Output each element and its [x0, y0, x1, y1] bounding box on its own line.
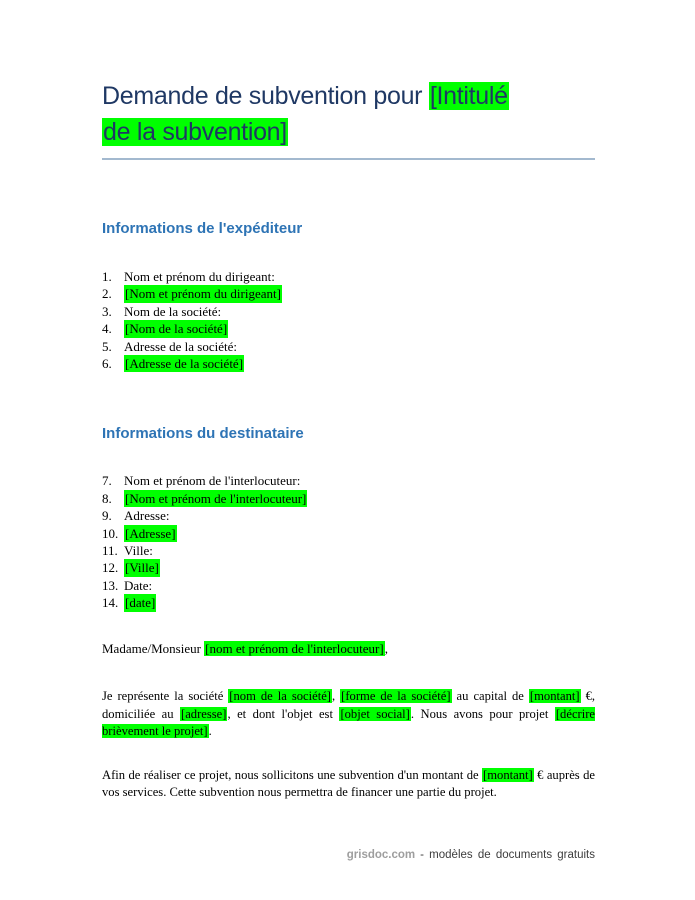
list-number: 5.	[102, 338, 112, 354]
title-placeholder-highlight: de la subvention]	[103, 118, 287, 146]
placeholder-address: [adresse]	[181, 706, 227, 721]
list-item	[102, 577, 595, 594]
placeholder-project-description: [décrire brièvement le projet]	[102, 706, 596, 739]
placeholder-subsidy-amount: [montant]	[483, 767, 533, 782]
list-number: 6.	[102, 356, 112, 372]
list-number: 11.	[102, 543, 118, 559]
footer	[102, 848, 595, 862]
paragraph-text: , et dont l'objet est	[227, 706, 340, 721]
list-item	[102, 594, 595, 611]
list-item	[102, 472, 595, 489]
list-item	[102, 285, 595, 302]
recipient-info-list	[102, 472, 595, 611]
list-text: Adresse:	[124, 508, 170, 524]
paragraph-text: € auprès de vos services. Cette subvention nous permettra de financer une partie du projet.	[102, 767, 595, 800]
placeholder-capital-amount: [montant]	[529, 689, 580, 704]
salutation-placeholder: [nom et prénom de l'interlocuteur]	[205, 640, 384, 656]
list-number: 1.	[102, 269, 112, 284]
placeholder-company-purpose: [objet social]	[340, 706, 410, 721]
list-text: Adresse de la société:	[124, 338, 237, 354]
list-text: Ville:	[124, 543, 153, 559]
footer-tagline: - modèles de documents gratuits	[420, 848, 595, 861]
list-number: 13.	[102, 577, 119, 593]
title-placeholder-highlight: [Intitulé	[429, 82, 508, 110]
salutation-text: Madame/Monsieur	[102, 640, 205, 656]
section-heading-sender: Informations de l'expéditeur	[102, 220, 303, 237]
document-title	[102, 78, 595, 160]
salutation-paragraph	[102, 640, 595, 658]
list-text-placeholder: [Nom et prénom de l'interlocuteur]	[125, 490, 307, 506]
list-text-placeholder: [Adresse de la société]	[125, 356, 244, 372]
paragraph-text: ,	[332, 689, 341, 704]
list-item	[102, 490, 595, 507]
footer-site-link[interactable]: grisdoc.com	[346, 848, 416, 861]
list-item	[102, 559, 595, 576]
list-text-placeholder: [Ville]	[125, 560, 159, 576]
list-text-placeholder: [Nom de la société]	[125, 321, 228, 337]
list-text: Nom et prénom de l'interlocuteur:	[124, 473, 301, 489]
list-item	[102, 303, 595, 320]
list-text-placeholder: [date]	[125, 595, 156, 611]
placeholder-company-form: [forme de la société]	[341, 689, 451, 704]
list-number: 12.	[102, 560, 119, 576]
paragraph-text: .	[208, 724, 212, 739]
list-number: 8.	[102, 490, 112, 506]
list-item	[102, 355, 595, 372]
list-item	[102, 268, 595, 285]
list-item	[102, 320, 595, 337]
paragraph-text: au capital de	[451, 689, 529, 704]
paragraph-text: €, domiciliée au	[102, 689, 596, 721]
sender-info-list	[102, 268, 595, 372]
list-number: 10.	[102, 525, 119, 541]
paragraph-text: Afin de réaliser ce projet, nous sollicitons une subvention d'un montant de	[102, 767, 483, 782]
list-text-placeholder: [Nom et prénom du dirigeant]	[125, 286, 281, 302]
placeholder-company-name: [nom de la société]	[229, 689, 331, 704]
company-description-paragraph	[102, 688, 595, 741]
list-item	[102, 338, 595, 355]
list-text-placeholder: [Adresse]	[125, 525, 176, 541]
paragraph-text: Je représente la société	[102, 689, 229, 704]
list-number: 14.	[102, 595, 119, 611]
list-text: Date:	[124, 577, 153, 593]
list-text: Nom et prénom du dirigeant:	[124, 269, 275, 284]
list-number: 4.	[102, 321, 112, 337]
list-item	[102, 507, 595, 524]
title-text: Demande de subvention pour	[102, 82, 429, 110]
list-number: 9.	[102, 508, 112, 524]
list-text: Nom de la société:	[124, 303, 222, 319]
subsidy-request-paragraph	[102, 767, 595, 802]
section-heading-recipient: Informations du destinataire	[102, 425, 304, 443]
list-item	[102, 542, 595, 559]
list-item	[102, 525, 595, 542]
salutation-comma: ,	[384, 640, 388, 656]
list-number: 7.	[102, 473, 112, 489]
list-number: 3.	[102, 303, 112, 319]
list-number: 2.	[102, 286, 112, 302]
paragraph-text: . Nous avons pour projet	[410, 706, 555, 721]
